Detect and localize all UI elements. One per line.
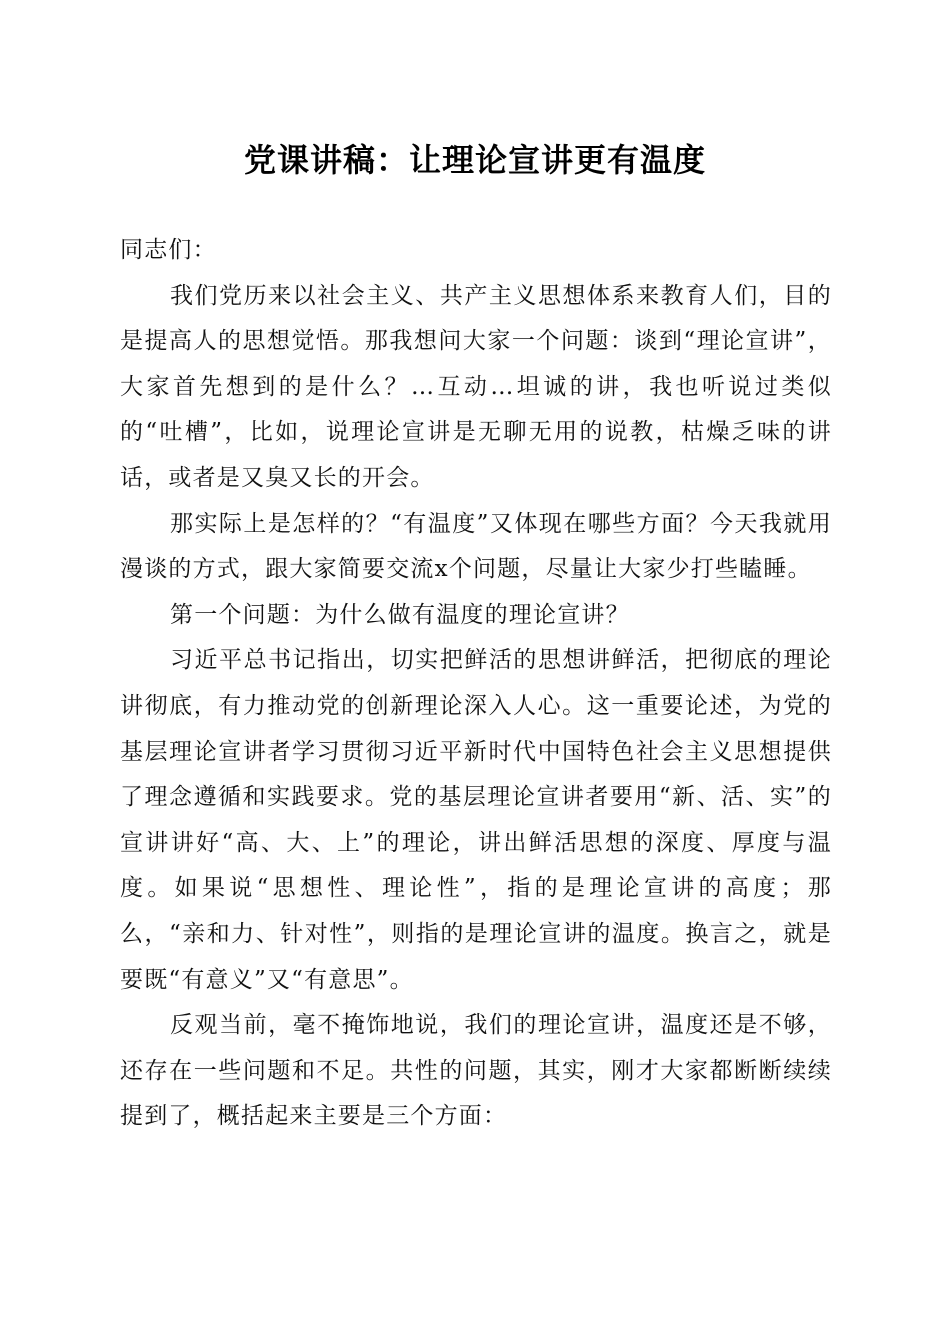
paragraph-3: 习近平总书记指出，切实把鲜活的思想讲鲜活，把彻底的理论讲彻底，有力推动党的创新理论深入人心。这一重要论述，为党的基层理论宣讲者学习贯彻习近平新时代中国特色社会主义思想提供了理念遵循和实践要求。党的基层理论宣讲者要用“新、活、实”的宣讲讲好“高、大、上”的理论，讲出鲜活思想的深度、厚度与温度。如果说“思想性、理论性”，指的是理论宣讲的高度；那么，“亲和力、针对性”，则指的是理论宣讲的温度。换言之，就是要既“有意义”又“有意思”。 bbox=[120, 647, 832, 993]
paragraph-1: 我们党历来以社会主义、共产主义思想体系来教育人们，目的是提高人的思想觉悟。那我想问大家一个问题：谈到“理论宣讲”，大家首先想到的是什么？…互动…坦诚的讲，我也听说过类似的“吐槽”，比如，说理论宣讲是无聊无用的说教，枯燥乏味的讲话，或者是又臭又长的开会。 bbox=[120, 282, 832, 491]
salutation: 同志们： bbox=[120, 237, 217, 263]
document-title: 党课讲稿：让理论宣讲更有温度 bbox=[243, 141, 706, 179]
paragraph-4: 反观当前，毫不掩饰地说，我们的理论宣讲，温度还是不够，还存在一些问题和不足。共性的问题，其实，刚才大家都断断续续提到了，概括起来主要是三个方面： bbox=[120, 1012, 832, 1130]
section-heading-1: 第一个问题：为什么做有温度的理论宣讲？ bbox=[170, 601, 630, 628]
paragraph-2: 那实际上是怎样的？“有温度”又体现在哪些方面？今天我就用漫谈的方式，跟大家简要交流x个问题，尽量让大家少打些瞌睡。 bbox=[120, 510, 832, 583]
document-body bbox=[120, 228, 832, 1140]
